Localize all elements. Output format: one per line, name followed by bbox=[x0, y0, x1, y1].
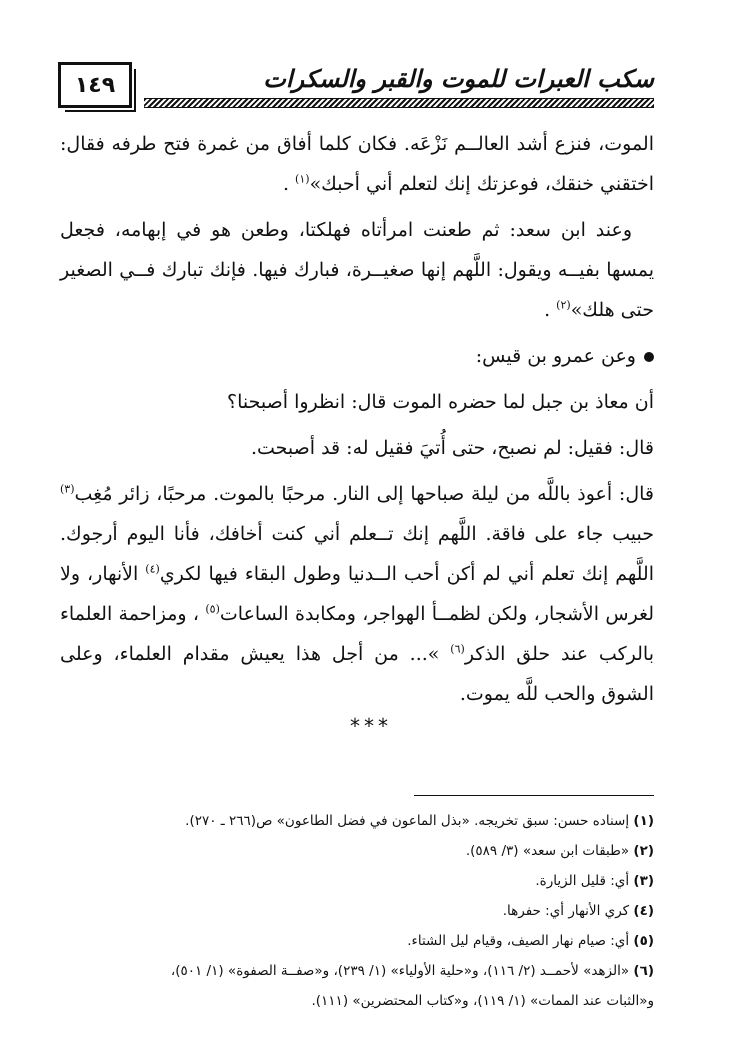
bullet-icon bbox=[644, 352, 654, 362]
page-number: ١٤٩ bbox=[58, 62, 132, 108]
footnote-2 bbox=[60, 836, 654, 866]
footnote-ref-4: (٤) bbox=[145, 562, 160, 576]
header-ornament-bar bbox=[144, 98, 654, 108]
footnote-3 bbox=[60, 866, 654, 896]
footnote-ref-3: (٣) bbox=[60, 482, 75, 496]
footnote-number: (٢) bbox=[633, 843, 654, 859]
running-title: سكب العبرات للموت والقبر والسكرات bbox=[263, 65, 654, 93]
paragraph-6-part-b: حبيب جاء على فاقة. اللَّهم إنك تــعلم أني كنت أخافك، فأنا اليوم أرجوك. اللَّهم إنك تعلم أني لم أكن أحب الــدنيا وطول البقاء فيها لكري bbox=[60, 523, 654, 585]
footnote-number: (٣) bbox=[633, 873, 654, 889]
paragraph-2 bbox=[60, 210, 654, 330]
paragraph-6-part-c: الأنهار، ولا لغرس الأشجار، ولكن لظمــأ الهواجر، ومكابدة الساعات bbox=[60, 563, 655, 625]
footnote-number: (٦) bbox=[633, 963, 654, 979]
section-separator: *** bbox=[350, 714, 392, 738]
footnote-text: أي: قليل الزيارة. bbox=[535, 873, 634, 889]
footnotes bbox=[60, 806, 654, 1016]
footnote-number: (١) bbox=[633, 813, 654, 829]
main-text bbox=[60, 124, 654, 714]
footnote-ref-5: (٥) bbox=[205, 602, 220, 616]
footnote-number: (٤) bbox=[633, 903, 654, 919]
paragraph-6-part-e: »... من أجل هذا يعيش مقدام العلماء، وعلى الشوق والحب للَّه يموت. bbox=[60, 643, 654, 705]
footnote-text: «طبقات ابن سعد» (٣/ ٥٨٩). bbox=[465, 843, 634, 859]
footnote-4 bbox=[60, 896, 654, 926]
footnote-text: كري الأنهار أي: حفرها. bbox=[502, 903, 634, 919]
paragraph-1-end: . bbox=[282, 173, 296, 195]
footnote-text: أي: صيام نهار الصيف، وقيام ليل الشتاء. bbox=[407, 933, 634, 949]
footnote-text: «الزهد» لأحمــد (٢/ ١١٦)، و«حلية الأولياء» (١/ ٢٣٩)، و«صفــة الصفوة» (١/ ٥٠١)، bbox=[170, 963, 634, 979]
footnote-1 bbox=[60, 806, 654, 836]
footnote-ref-1: (١) bbox=[295, 172, 310, 186]
paragraph-1-text: الموت، فنزع أشد العالــم نَزْعَه. فكان كلما أفاق من غمرة فتح طرفه فقال: اختقني خنقك، فوعزتك إنك لتعلم أني أحبك» bbox=[60, 133, 654, 195]
footnote-ref-6: (٦) bbox=[450, 642, 465, 656]
footnote-text: إسناده حسن: سبق تخريجه. «بذل الماعون في فضل الطاعون» ص(٢٦٦ ـ ٢٧٠). bbox=[185, 813, 634, 829]
paragraph-4: أن معاذ بن جبل لما حضره الموت قال: انظروا أصبحنا؟ bbox=[227, 391, 654, 413]
paragraph-6-part-a: قال: أعوذ باللَّه من ليلة صباحها إلى النار. مرحبًا بالموت. مرحبًا، زائر مُغِب bbox=[74, 483, 654, 505]
paragraph-6 bbox=[60, 474, 654, 714]
paragraph-3-text: وعن عمرو بن قيس: bbox=[475, 345, 636, 367]
footnote-6-continued: و«الثبات عند الممات» (١/ ١١٩)، و«كتاب المحتضرين» (١١١). bbox=[311, 993, 654, 1009]
paragraph-2-end: . bbox=[544, 299, 557, 321]
paragraph-1 bbox=[60, 124, 654, 204]
paragraph-6-part-d: ، ومزاحمة العلماء بالركب عند حلق الذكر bbox=[60, 603, 654, 665]
footnote-divider bbox=[414, 795, 654, 796]
footnote-5 bbox=[60, 926, 654, 956]
footnote-6 bbox=[60, 956, 654, 986]
paragraph-3 bbox=[60, 336, 654, 376]
paragraph-5: قال: فقيل: لم نصبح، حتى أُتيَ فقيل له: قد أصبحت. bbox=[250, 437, 654, 459]
paragraph-2-text: وعند ابن سعد: ثم طعنت امرأتاه فهلكتا، وطعن هو في إبهامه، فجعل يمسها بفيــه ويقول: اللَّهم إنها صغيــرة، فبارك فيها. فإنك تبارك فــي الصغير حتى هلك» bbox=[60, 219, 654, 321]
footnote-ref-2: (٢) bbox=[556, 298, 571, 312]
page-header bbox=[58, 62, 654, 114]
footnote-number: (٥) bbox=[633, 933, 654, 949]
